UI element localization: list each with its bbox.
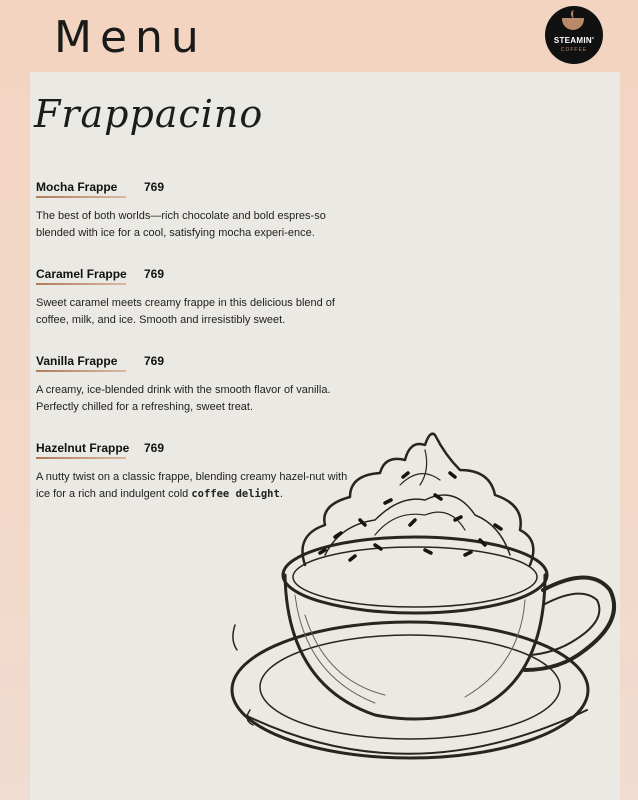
item-underline xyxy=(36,196,126,198)
item-head xyxy=(36,267,356,283)
coffee-cup-whipped-cream-icon xyxy=(225,425,625,795)
item-name: Vanilla Frappe xyxy=(36,354,118,368)
item-name: Caramel Frappe xyxy=(36,267,127,281)
item-price: 769 xyxy=(144,441,165,455)
desc-text: A nutty twist on a classic frappe, blending creamy hazel-nut with ice for a rich and indulgent cold xyxy=(36,471,348,500)
item-underline xyxy=(36,370,126,372)
item-price: 769 xyxy=(144,354,165,368)
page-title: Menu xyxy=(54,12,207,63)
header xyxy=(0,0,638,72)
menu-item-vanilla xyxy=(36,354,356,413)
logo-sub: COFFEE xyxy=(560,47,588,53)
menu-item-mocha xyxy=(36,180,356,239)
item-price: 769 xyxy=(144,180,165,194)
item-name: Hazelnut Frappe xyxy=(36,441,130,455)
cup-icon xyxy=(562,18,584,30)
item-head xyxy=(36,354,356,370)
desc-end: . xyxy=(279,488,283,500)
item-description: Sweet caramel meets creamy frappe in this delicious blend of coffee, milk, and ice. Smooth and irresistibly sweet. xyxy=(36,297,335,326)
item-underline xyxy=(36,457,126,459)
steam-icon xyxy=(571,10,577,18)
item-description: The best of both worlds—rich chocolate and bold espres-so blended with ice for a cool, satisfying mocha experi-ence. xyxy=(36,210,326,239)
section-title: Frappacino xyxy=(34,92,264,136)
desc-emphasis: coffee delight xyxy=(191,488,280,500)
cup-handle-icon xyxy=(525,578,614,671)
item-head xyxy=(36,180,356,196)
item-description: A creamy, ice-blended drink with the smooth flavor of vanilla. Perfectly chilled for a refreshing, sweet treat. xyxy=(36,384,331,413)
item-price: 769 xyxy=(144,267,165,281)
brand-logo xyxy=(545,6,603,64)
menu-item-caramel xyxy=(36,267,356,326)
logo-brand: STEAMIN' xyxy=(553,36,595,45)
item-name: Mocha Frappe xyxy=(36,180,118,194)
item-underline xyxy=(36,283,126,285)
